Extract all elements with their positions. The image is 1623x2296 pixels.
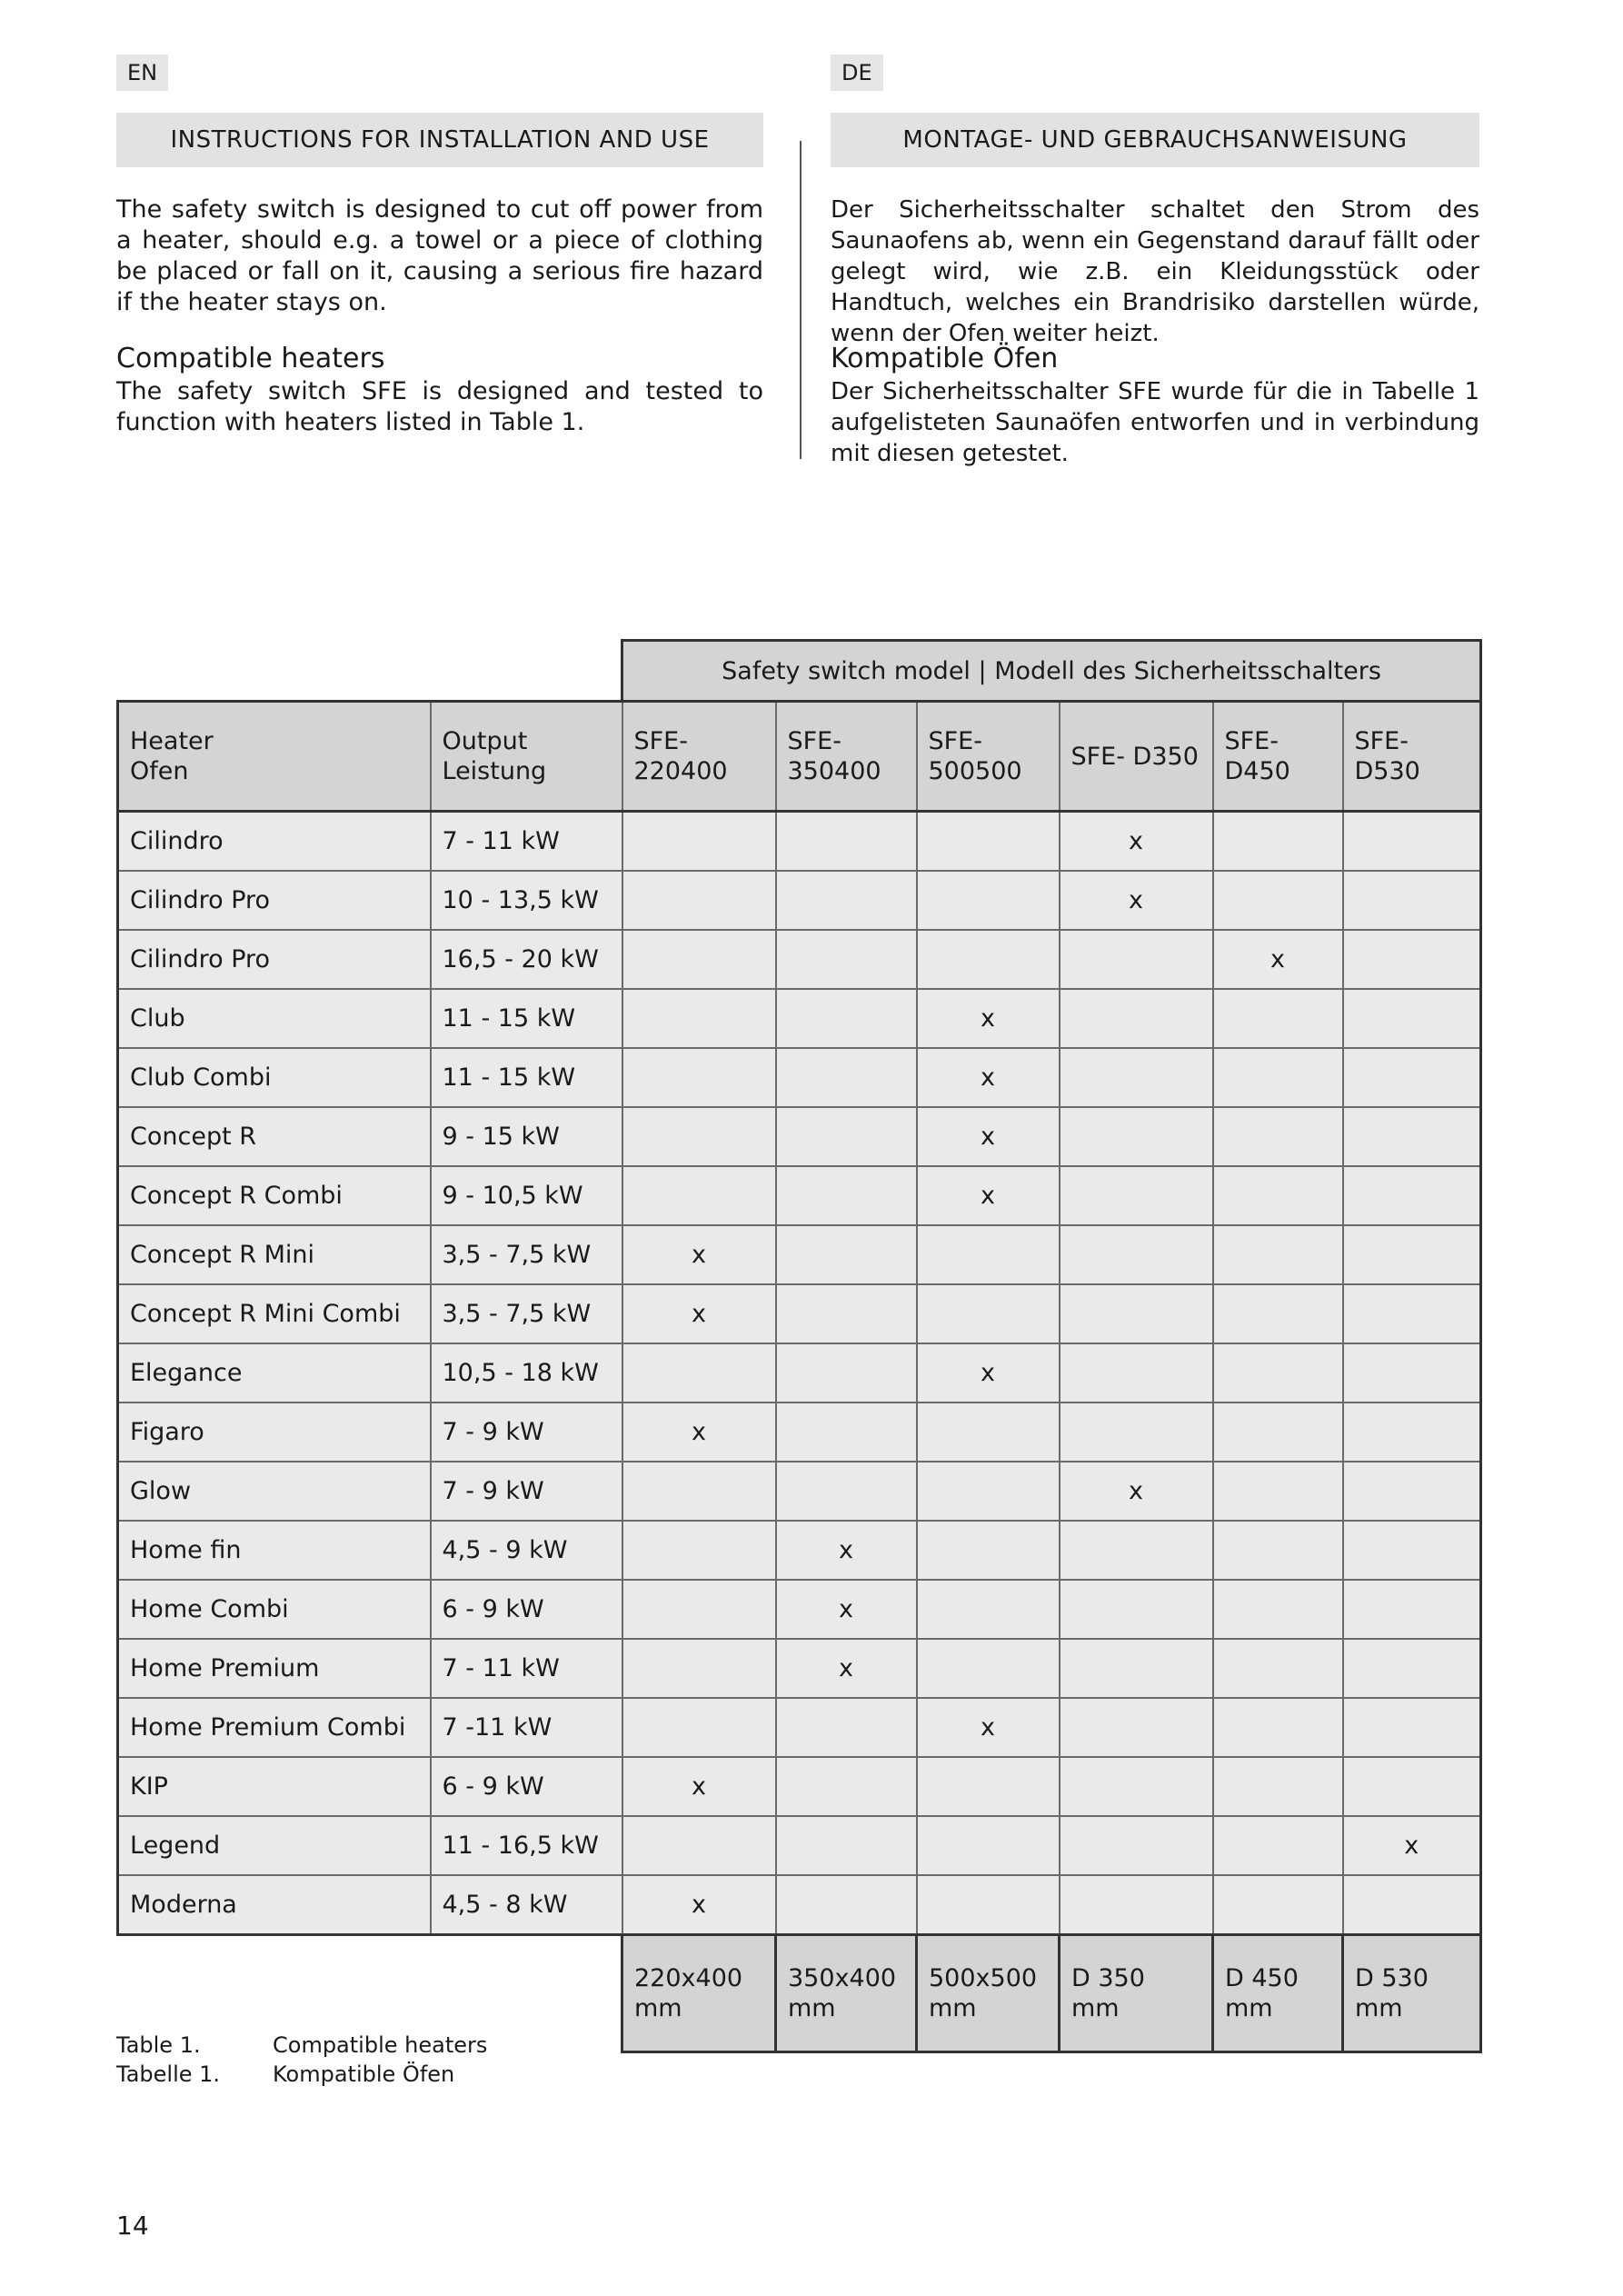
lang-tag-en: EN [116,55,168,91]
heater-name-cell: Concept R Mini Combi [118,1284,431,1343]
compatibility-mark-cell [1213,1698,1343,1757]
compatibility-mark-cell [1060,1166,1213,1225]
compatibility-mark-cell [1060,1225,1213,1284]
compatibility-mark-cell: x [776,1521,917,1580]
table-row [118,930,1481,989]
compatibility-mark-cell [1213,1403,1343,1462]
compatibility-mark-cell [917,1462,1060,1521]
compatibility-mark-cell: x [1213,930,1343,989]
compatibility-mark-cell [1060,989,1213,1048]
heater-name-cell: Club [118,989,431,1048]
heater-name-cell: Home Premium [118,1639,431,1698]
compatibility-mark-cell [1213,871,1343,930]
compatibility-mark-cell [1343,812,1481,872]
compatibility-mark-cell [622,1580,776,1639]
compatibility-mark-cell [622,1107,776,1166]
compatibility-mark-cell [1343,1639,1481,1698]
heater-output-cell: 11 - 15 kW [431,1048,622,1107]
compatibility-mark-cell: x [1343,1816,1481,1875]
compatibility-mark-cell [1343,1284,1481,1343]
compatibility-mark-cell [622,1166,776,1225]
compatibility-mark-cell [1343,1225,1481,1284]
intro-text-en: The safety switch is designed to cut off power from a heater, should e.g. a towel or a piece of clothing be placed or fall on it, causing a serious fire hazard if the heater stays on. [116,195,763,316]
compatibility-mark-cell [1213,1757,1343,1816]
compatibility-mark-cell: x [1060,1462,1213,1521]
heater-name-cell: Cilindro Pro [118,930,431,989]
compatibility-mark-cell [1343,930,1481,989]
compatibility-mark-cell [917,871,1060,930]
heater-name-cell: Legend [118,1816,431,1875]
table-row [118,1462,1481,1521]
compatibility-mark-cell: x [1060,812,1213,872]
compatibility-mark-cell [917,1816,1060,1875]
compatibility-mark-cell [776,1462,917,1521]
section-title-en: INSTRUCTIONS FOR INSTALLATION AND USE [116,113,763,167]
compatibility-mark-cell [1060,1580,1213,1639]
compatibility-mark-cell [1343,989,1481,1048]
compatibility-mark-cell: x [917,989,1060,1048]
lang-tag-de: DE [831,55,883,91]
column-divider [800,141,802,459]
heater-name-cell: KIP [118,1757,431,1816]
size-cell: D 350 mm [1060,1935,1213,2052]
compatibility-mark-cell [622,1343,776,1403]
compatibility-mark-cell [622,1816,776,1875]
compatibility-mark-cell [1343,1462,1481,1521]
heater-name-cell: Home Premium Combi [118,1698,431,1757]
compatibility-mark-cell [1213,1816,1343,1875]
heater-name-cell: Cilindro [118,812,431,872]
compatibility-mark-cell [1343,1580,1481,1639]
compatibility-mark-cell: x [917,1343,1060,1403]
size-cell: D 450 mm [1213,1935,1343,2052]
compatibility-mark-cell: x [622,1403,776,1462]
compatibility-mark-cell [1343,1698,1481,1757]
compatibility-mark-cell [1213,1166,1343,1225]
compatibility-mark-cell [1343,1403,1481,1462]
compatibility-mark-cell [1213,1343,1343,1403]
compatibility-mark-cell [917,1875,1060,1935]
compatibility-mark-cell [1213,1107,1343,1166]
compatibility-mark-cell [776,1757,917,1816]
compatibility-mark-cell [776,871,917,930]
table-row [118,1107,1481,1166]
caption-number-de: Tabelle 1. [116,2061,221,2087]
model-column-header: SFE- 350400 [776,702,917,812]
size-cell: 500x500 mm [917,1935,1060,2052]
table-body [118,812,1481,1935]
table-model-header-row [118,641,1481,702]
caption-text-de: Kompatible Öfen [273,2061,455,2087]
compatibility-mark-cell [1060,1048,1213,1107]
compatibility-mark-cell [622,871,776,930]
compatibility-mark-cell [1060,930,1213,989]
compatibility-mark-cell: x [917,1698,1060,1757]
compatibility-mark-cell [1060,1698,1213,1757]
compatibility-mark-cell [917,1521,1060,1580]
heater-output-cell: 10,5 - 18 kW [431,1343,622,1403]
heater-output-cell: 16,5 - 20 kW [431,930,622,989]
heater-output-cell: 3,5 - 7,5 kW [431,1284,622,1343]
compat-title-de: Kompatible Öfen [831,343,1059,374]
heater-name-cell: Home fin [118,1521,431,1580]
heater-output-cell: 9 - 15 kW [431,1107,622,1166]
heater-output-cell: 11 - 15 kW [431,989,622,1048]
compatibility-mark-cell [1060,1284,1213,1343]
compatibility-mark-cell: x [776,1580,917,1639]
compat-title-en: Compatible heaters [116,343,385,374]
model-column-header: SFE- 220400 [622,702,776,812]
compatibility-mark-cell [1343,1343,1481,1403]
heater-column-header: Heater Ofen [118,702,431,812]
compatibility-mark-cell [1213,1462,1343,1521]
caption-number-en: Table 1. [116,2032,201,2058]
compatibility-mark-cell [1343,1875,1481,1935]
compatibility-mark-cell [1213,1225,1343,1284]
caption-text-en: Compatible heaters [273,2032,488,2058]
table-row [118,1875,1481,1935]
compatibility-mark-cell [1213,1639,1343,1698]
compatibility-mark-cell [776,1166,917,1225]
compatibility-mark-cell [776,1816,917,1875]
compatibility-mark-cell [1060,1816,1213,1875]
compatibility-mark-cell: x [917,1048,1060,1107]
compatibility-mark-cell: x [1060,871,1213,930]
heater-name-cell: Concept R [118,1107,431,1166]
model-column-header: SFE- D350 [1060,702,1213,812]
table-caption [116,2031,487,2089]
heater-name-cell: Club Combi [118,1048,431,1107]
compatibility-mark-cell [1343,871,1481,930]
compatibility-mark-cell [1343,1757,1481,1816]
compatibility-mark-cell [917,1225,1060,1284]
model-column-header: SFE- D530 [1343,702,1481,812]
heater-output-cell: 7 - 9 kW [431,1462,622,1521]
compat-text-de: Der Sicherheitsschalter SFE wurde für die in Tabelle 1 aufgelisteten Saunaöfen entworfen und in verbindung mit diesen getestet. [831,378,1479,467]
compatibility-mark-cell [1060,1403,1213,1462]
table-row [118,871,1481,930]
size-cell: D 530 mm [1343,1935,1481,2052]
compatibility-mark-cell: x [622,1757,776,1816]
table-row [118,1048,1481,1107]
table-row [118,989,1481,1048]
compatibility-mark-cell [1213,1875,1343,1935]
table-row [118,1225,1481,1284]
section-title-de: MONTAGE- UND GEBRAUCHSANWEISUNG [831,113,1479,167]
heater-name-cell: Concept R Combi [118,1166,431,1225]
heater-output-cell: 7 -11 kW [431,1698,622,1757]
table-row [118,1639,1481,1698]
heater-name-cell: Figaro [118,1403,431,1462]
compatibility-mark-cell [776,812,917,872]
compatibility-mark-cell: x [622,1875,776,1935]
compatibility-mark-cell [1213,1284,1343,1343]
heater-name-cell: Concept R Mini [118,1225,431,1284]
table-row [118,1166,1481,1225]
heater-output-cell: 7 - 9 kW [431,1403,622,1462]
heater-name-cell: Glow [118,1462,431,1521]
compatibility-mark-cell [776,1403,917,1462]
compatibility-mark-cell [622,1698,776,1757]
intro-text-de: Der Sicherheitsschalter schaltet den Strom des Saunaofens ab, wenn ein Gegenstand darauf fällt oder gelegt wird, wie z.B. ein Kleidungsstück oder Handtuch, welches ein Brandrisiko darstellen würde, wenn der Ofen weiter heizt. [831,196,1479,347]
table-row [118,1403,1481,1462]
compatibility-mark-cell [622,989,776,1048]
heater-output-cell: 3,5 - 7,5 kW [431,1225,622,1284]
compatibility-mark-cell [1213,1521,1343,1580]
compatibility-mark-cell [917,1757,1060,1816]
compatibility-mark-cell [1060,1875,1213,1935]
model-header: Safety switch model | Modell des Sicherheitsschalters [622,641,1481,702]
compatibility-mark-cell [1060,1343,1213,1403]
compatibility-mark-cell [622,1048,776,1107]
heater-output-cell: 7 - 11 kW [431,1639,622,1698]
compatibility-mark-cell [1213,989,1343,1048]
compatibility-mark-cell [622,1462,776,1521]
compatibility-table [116,639,1482,2053]
compatibility-mark-cell [1060,1639,1213,1698]
compatibility-mark-cell [1060,1521,1213,1580]
compatibility-mark-cell [622,1521,776,1580]
heater-output-cell: 7 - 11 kW [431,812,622,872]
compatibility-mark-cell [776,989,917,1048]
compatibility-mark-cell [917,1403,1060,1462]
output-column-header: Output Leistung [431,702,622,812]
compatibility-mark-cell [776,1048,917,1107]
compatibility-mark-cell [776,1698,917,1757]
table-row [118,1284,1481,1343]
compatibility-mark-cell: x [776,1639,917,1698]
compatibility-mark-cell [1213,1048,1343,1107]
compatibility-mark-cell [1213,1580,1343,1639]
compatibility-mark-cell: x [622,1284,776,1343]
compatibility-mark-cell [917,1580,1060,1639]
compatibility-mark-cell [1343,1048,1481,1107]
compatibility-mark-cell [1060,1757,1213,1816]
table-row [118,1757,1481,1816]
model-column-header: SFE- 500500 [917,702,1060,812]
compatibility-mark-cell [1060,1107,1213,1166]
heater-output-cell: 6 - 9 kW [431,1757,622,1816]
size-cell: 220x400 mm [622,1935,776,2052]
table-row [118,812,1481,872]
table-header-row [118,702,1481,812]
compatibility-mark-cell [622,812,776,872]
compatibility-mark-cell [776,1343,917,1403]
compatibility-mark-cell [1343,1166,1481,1225]
heater-output-cell: 4,5 - 9 kW [431,1521,622,1580]
compatibility-mark-cell [776,1225,917,1284]
page-number: 14 [116,2211,149,2241]
compatibility-mark-cell: x [917,1166,1060,1225]
heater-output-cell: 10 - 13,5 kW [431,871,622,930]
heater-output-cell: 11 - 16,5 kW [431,1816,622,1875]
compat-text-en: The safety switch SFE is designed and tested to function with heaters listed in Table 1. [116,377,763,436]
table-row [118,1698,1481,1757]
table-row [118,1343,1481,1403]
heater-output-cell: 6 - 9 kW [431,1580,622,1639]
heater-name-cell: Moderna [118,1875,431,1935]
compatibility-mark-cell [917,930,1060,989]
compatibility-mark-cell [1343,1107,1481,1166]
compatibility-mark-cell [1343,1521,1481,1580]
compatibility-mark-cell [917,812,1060,872]
compatibility-mark-cell [917,1639,1060,1698]
table-row [118,1816,1481,1875]
heater-name-cell: Elegance [118,1343,431,1403]
compatibility-mark-cell [622,1639,776,1698]
compatibility-mark-cell [622,930,776,989]
heater-output-cell: 9 - 10,5 kW [431,1166,622,1225]
compatibility-mark-cell [1213,812,1343,872]
table-row [118,1580,1481,1639]
compatibility-mark-cell [776,1284,917,1343]
compatibility-mark-cell [776,930,917,989]
heater-name-cell: Cilindro Pro [118,871,431,930]
compatibility-mark-cell [776,1875,917,1935]
table-row [118,1521,1481,1580]
compatibility-mark-cell: x [917,1107,1060,1166]
model-column-header: SFE- D450 [1213,702,1343,812]
size-cell: 350x400 mm [776,1935,917,2052]
heater-output-cell: 4,5 - 8 kW [431,1875,622,1935]
heater-name-cell: Home Combi [118,1580,431,1639]
compatibility-mark-cell [917,1284,1060,1343]
compatibility-mark-cell: x [622,1225,776,1284]
compatibility-mark-cell [776,1107,917,1166]
